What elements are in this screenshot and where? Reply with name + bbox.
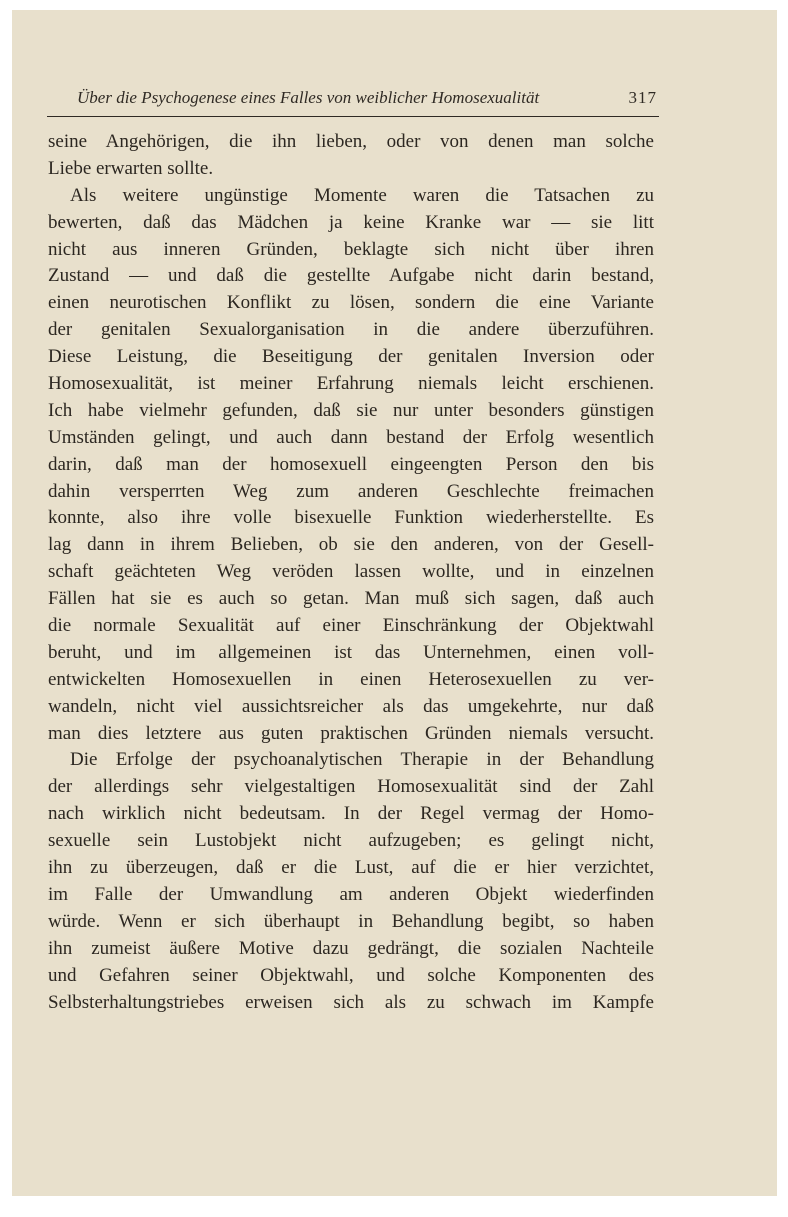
text-line: wandeln, nicht viel aussichtsreicher als das umgekehrte, nur daß xyxy=(48,695,654,717)
running-header xyxy=(47,88,657,112)
text-line: der genitalen Sexualorganisation in die andere überzuführen. xyxy=(48,319,654,341)
text-line: im Falle der Umwandlung am anderen Objekt wiederfinden xyxy=(48,883,654,905)
text-line: der allerdings sehr vielgestaltigen Homosexualität sind der Zahl xyxy=(48,776,654,798)
text-line: Fällen hat sie es auch so getan. Man muß sich sagen, daß auch xyxy=(48,588,654,610)
text-line: Die Erfolge der psychoanalytischen Therapie in der Behandlung xyxy=(70,749,654,771)
text-line: nicht aus inneren Gründen, beklagte sich nicht über ihren xyxy=(48,238,654,260)
text-line: würde. Wenn er sich überhaupt in Behandlung begibt, so haben xyxy=(48,910,654,932)
text-line: ihn zu überzeugen, daß er die Lust, auf die er hier verzichtet, xyxy=(48,857,654,879)
header-rule xyxy=(47,116,659,117)
text-line: Ich habe vielmehr gefunden, daß sie nur unter besonders günstigen xyxy=(48,399,654,421)
text-line: dahin versperrten Weg zum anderen Geschlechte freimachen xyxy=(48,480,654,502)
text-line: Umständen gelingt, und auch dann bestand der Erfolg wesentlich xyxy=(48,426,654,448)
text-line: Selbsterhaltungstriebes erweisen sich als zu schwach im Kampfe xyxy=(48,991,654,1013)
text-line: die normale Sexualität auf einer Einschränkung der Objektwahl xyxy=(48,615,654,637)
body-text xyxy=(48,129,654,1016)
text-line: einen neurotischen Konflikt zu lösen, sondern die eine Variante xyxy=(48,292,654,314)
text-line: bewerten, daß das Mädchen ja keine Kranke war — sie litt xyxy=(48,211,654,233)
text-line: Diese Leistung, die Beseitigung der genitalen Inversion oder xyxy=(48,346,654,368)
page-number: 317 xyxy=(628,88,657,107)
text-line: Als weitere ungünstige Momente waren die Tatsachen zu xyxy=(70,184,654,206)
text-line: darin, daß man der homosexuell eingeengten Person den bis xyxy=(48,453,654,475)
text-line: Liebe erwarten sollte. xyxy=(48,157,214,179)
text-line: seine Angehörigen, die ihn lieben, oder von denen man solche xyxy=(48,131,654,152)
text-line: konnte, also ihre volle bisexuelle Funktion wiederherstellte. Es xyxy=(48,507,654,529)
text-line: und Gefahren seiner Objektwahl, und solche Komponenten des xyxy=(48,964,654,986)
text-line: schaft geächteten Weg veröden lassen wollte, und in einzelnen xyxy=(48,561,654,583)
text-line: entwickelten Homosexuellen in einen Heterosexuellen zu ver- xyxy=(48,668,654,690)
text-line: nach wirklich nicht bedeutsam. In der Regel vermag der Homo- xyxy=(48,803,654,825)
header-title: Über die Psychogenese eines Falles von weiblicher Homosexualität xyxy=(77,88,540,107)
text-line: lag dann in ihrem Belieben, ob sie den anderen, von der Gesell- xyxy=(48,534,654,556)
text-line: ihn zumeist äußere Motive dazu gedrängt, die sozialen Nachteile xyxy=(48,937,654,959)
text-line: Zustand — und daß die gestellte Aufgabe nicht darin bestand, xyxy=(48,265,654,287)
text-line: Homosexualität, ist meiner Erfahrung niemals leicht erschienen. xyxy=(48,373,654,395)
text-line: sexuelle sein Lustobjekt nicht aufzugeben; es gelingt nicht, xyxy=(48,830,654,852)
text-line: man dies letztere aus guten praktischen Gründen niemals versucht. xyxy=(48,722,654,744)
text-line: beruht, und im allgemeinen ist das Unternehmen, einen voll- xyxy=(48,641,654,663)
